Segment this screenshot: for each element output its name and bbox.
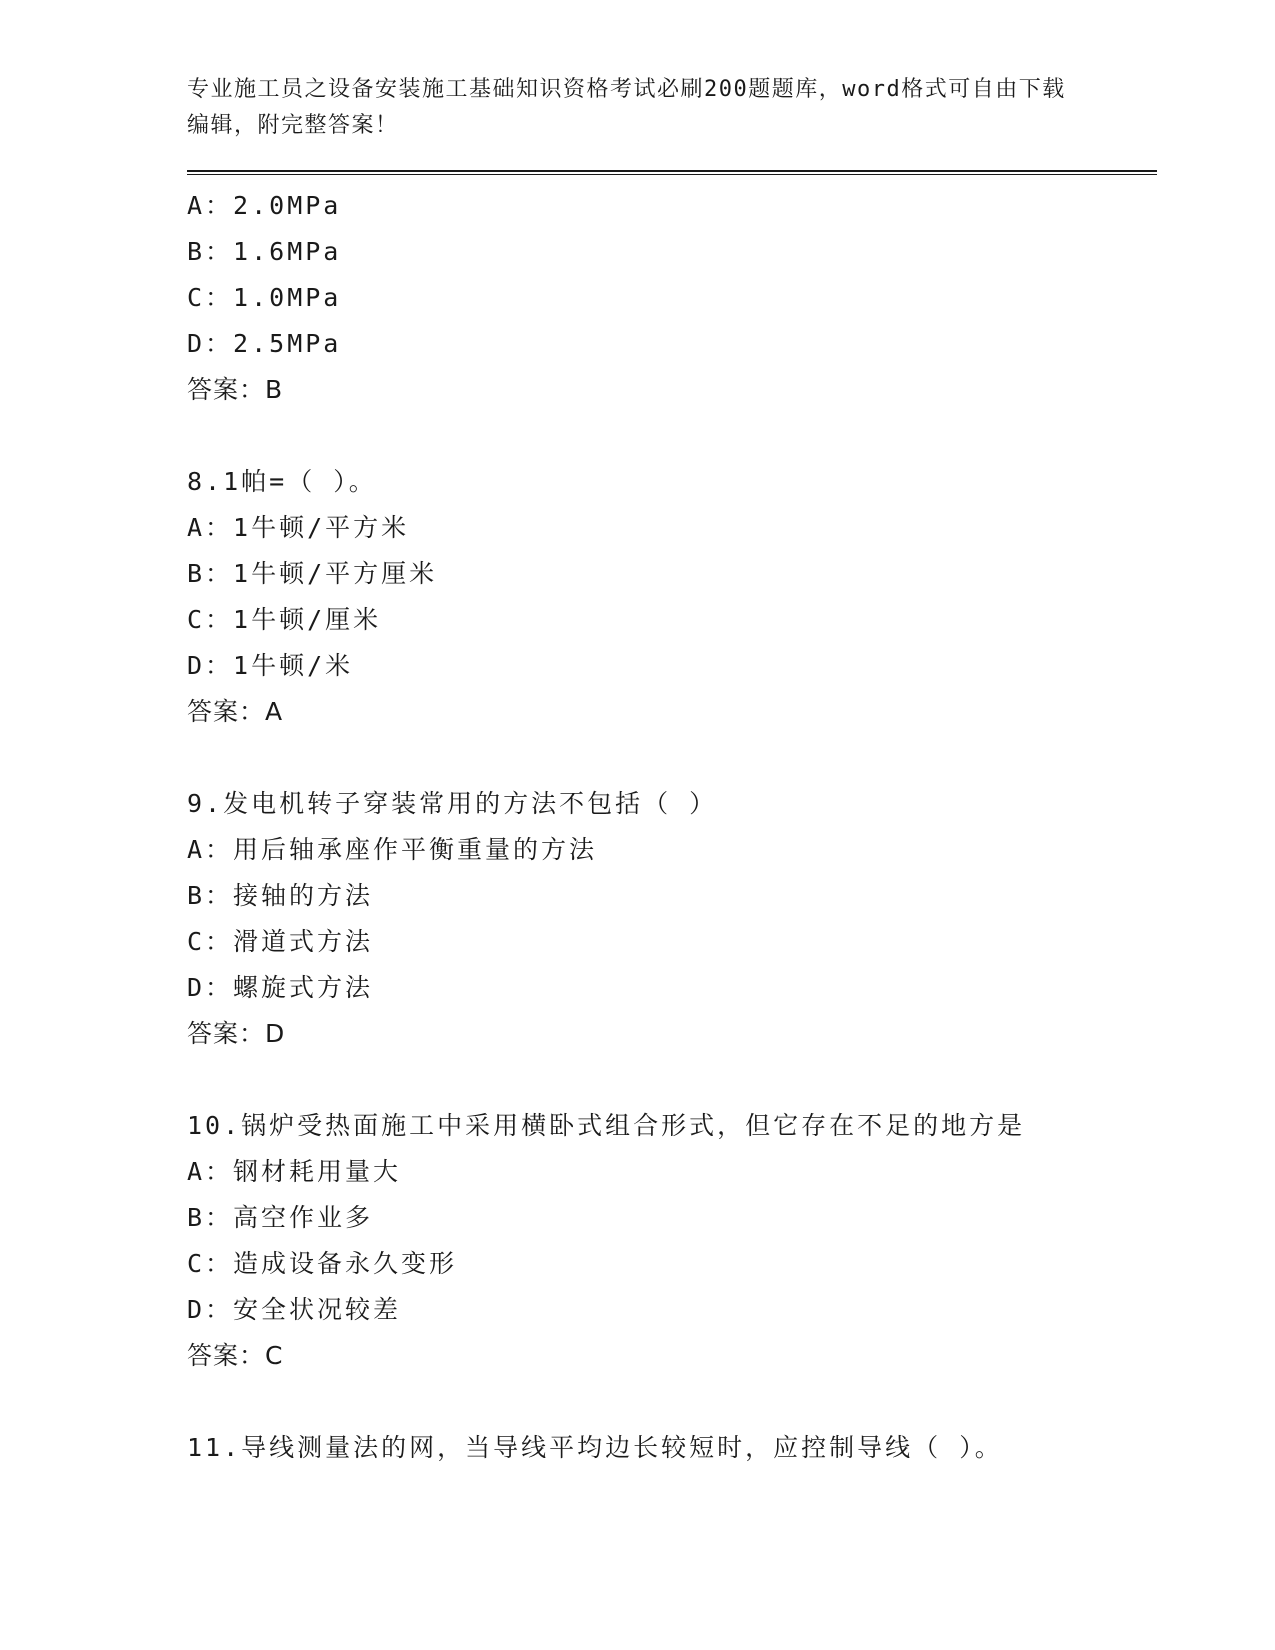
- document-header: 专业施工员之设备安装施工基础知识资格考试必刷200题题库，word格式可自由下载编辑，附完整答案！: [187, 77, 1066, 138]
- document-page: [187, 72, 1157, 1471]
- continued-question: [187, 183, 1157, 413]
- header-double-rule: [187, 170, 1157, 175]
- option-a: A：1牛顿/平方米: [187, 513, 410, 542]
- option-c: C：1.0MPa: [187, 283, 342, 312]
- question-10: [187, 1103, 1157, 1379]
- question-text: 10.锅炉受热面施工中采用横卧式组合形式，但它存在不足的地方是: [187, 1111, 1026, 1140]
- option-d: D：安全状况较差: [187, 1295, 402, 1324]
- answer-line: 答案：A: [187, 697, 284, 726]
- question-text: 11.导线测量法的网，当导线平均边长较短时，应控制导线（ ）。: [187, 1433, 1003, 1462]
- answer-line: 答案：B: [187, 375, 284, 404]
- option-a: A：钢材耗用量大: [187, 1157, 402, 1186]
- option-b: B：高空作业多: [187, 1203, 374, 1232]
- option-a: A：2.0MPa: [187, 191, 342, 220]
- option-c: C：滑道式方法: [187, 927, 374, 956]
- question-text: 8.1帕=（ ）。: [187, 467, 377, 496]
- option-d: D：1牛顿/米: [187, 651, 354, 680]
- option-d: D：螺旋式方法: [187, 973, 374, 1002]
- answer-line: 答案：C: [187, 1341, 284, 1370]
- answer-line: 答案：D: [187, 1019, 286, 1048]
- question-9: [187, 781, 1157, 1057]
- option-d: D：2.5MPa: [187, 329, 342, 358]
- question-8: [187, 459, 1157, 735]
- option-b: B：1.6MPa: [187, 237, 342, 266]
- option-c: C：1牛顿/厘米: [187, 605, 382, 634]
- option-c: C：造成设备永久变形: [187, 1249, 458, 1278]
- question-text: 9.发电机转子穿装常用的方法不包括（ ）: [187, 789, 718, 818]
- option-b: B：接轴的方法: [187, 881, 374, 910]
- option-b: B：1牛顿/平方厘米: [187, 559, 438, 588]
- question-11: [187, 1425, 1157, 1471]
- option-a: A：用后轴承座作平衡重量的方法: [187, 835, 598, 864]
